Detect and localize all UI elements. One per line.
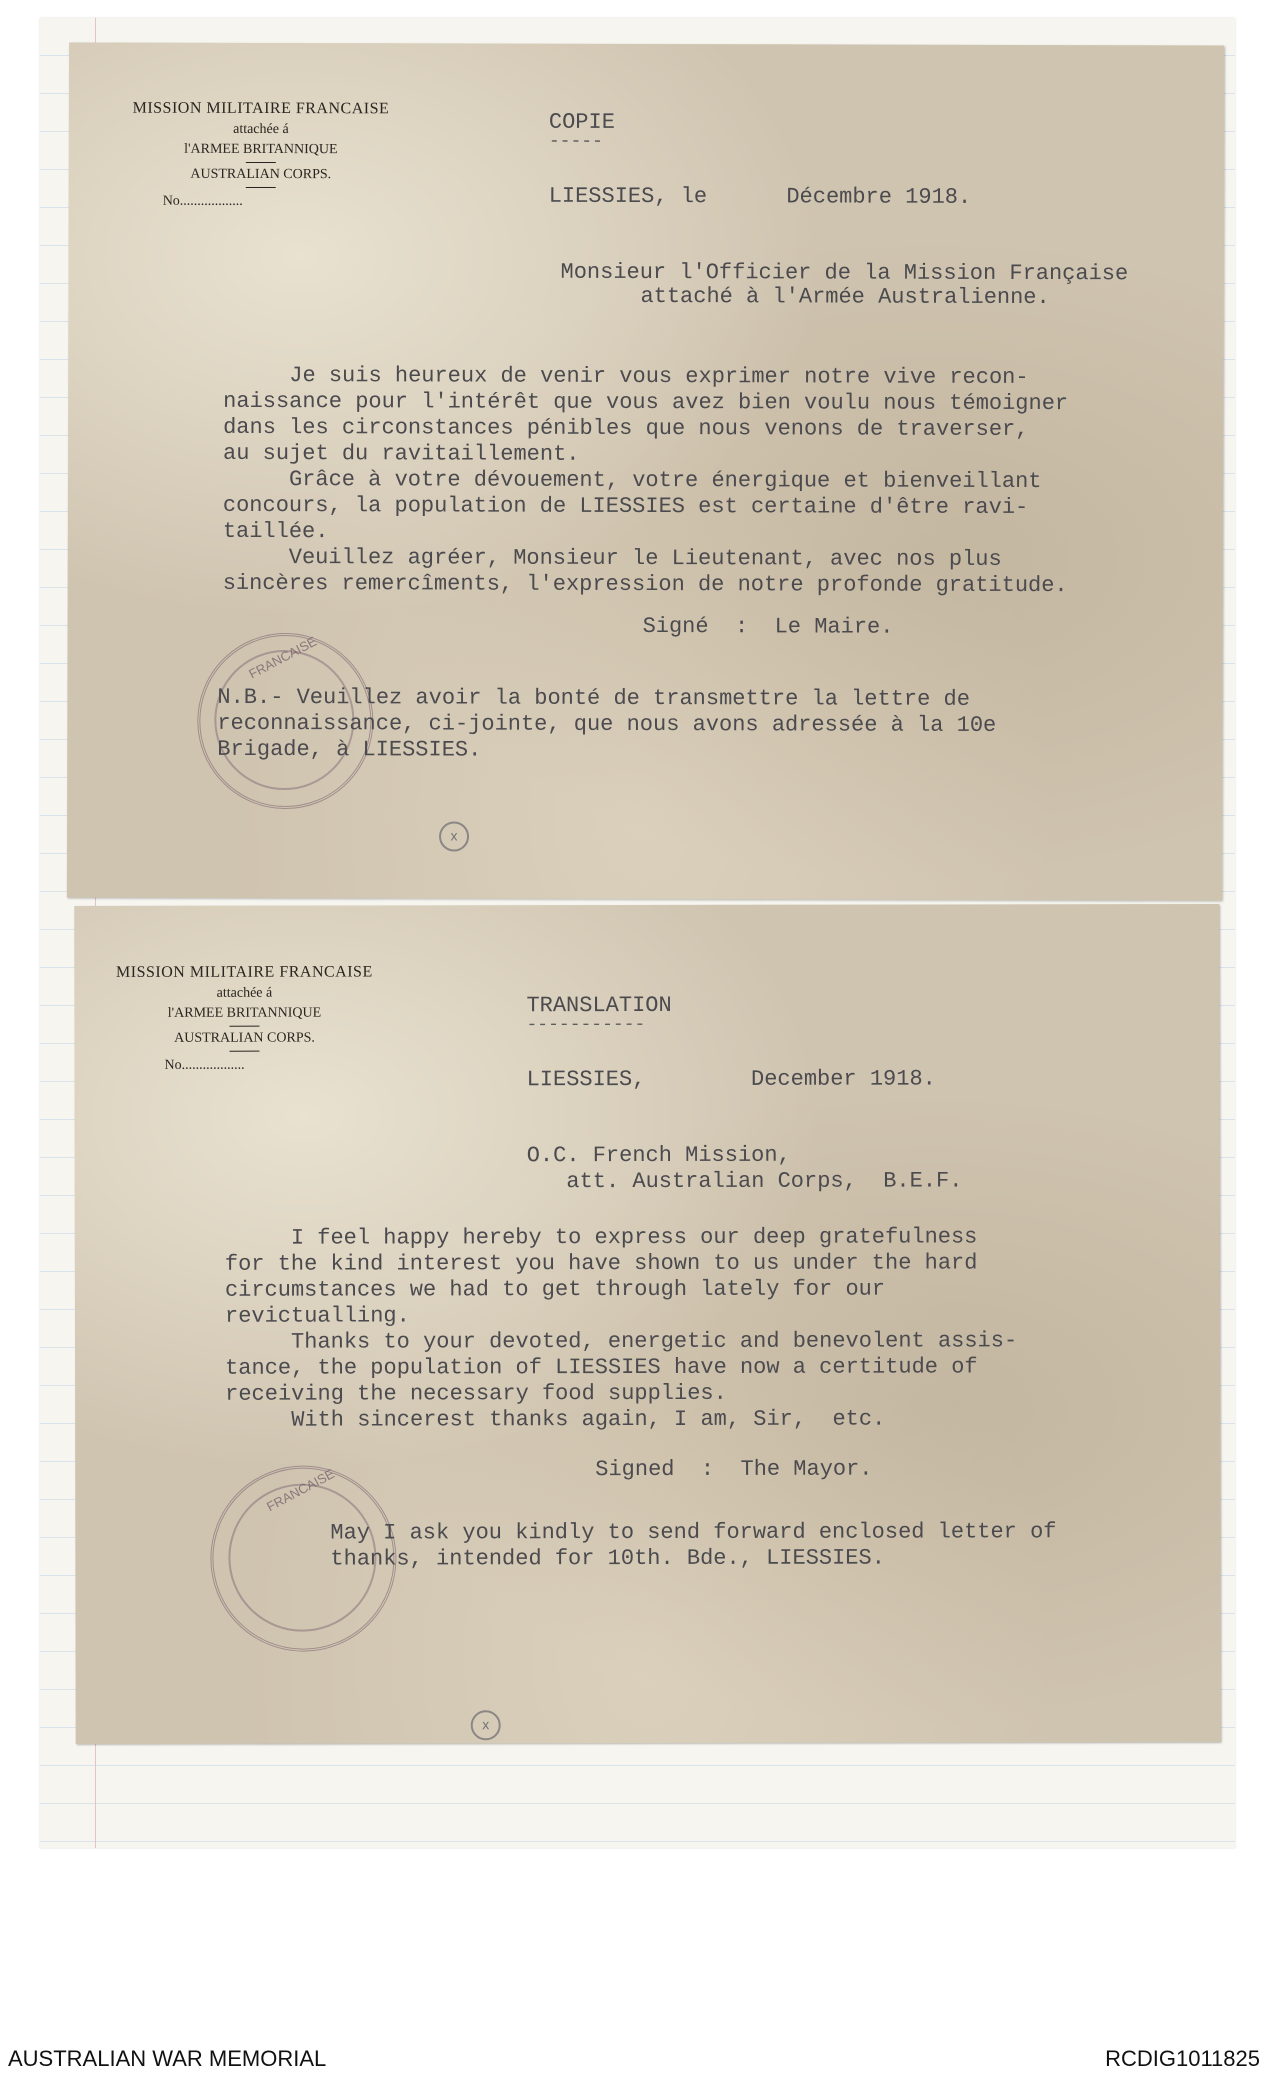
letterhead-line-2: l'ARMEE BRITANNIQUE: [184, 141, 338, 158]
body-line: With sincerest thanks again, I am, Sir, etc.: [225, 1406, 886, 1433]
heading: COPIE: [548, 109, 615, 135]
archive-mark: x: [471, 1710, 501, 1740]
body-line: sincères remercîments, l'expression de notre profonde gratitude.: [222, 570, 1068, 599]
postscript-line: reconnaissance, ci-jointe, que nous avons adressée à la 10e: [217, 710, 997, 738]
letterhead: [91, 100, 431, 211]
letterhead-rule: [230, 1051, 260, 1052]
postscript-line: Brigade, à LIESSIES.: [217, 736, 482, 763]
body-line: Je suis heureux de venir vous exprimer notre vive recon-: [223, 362, 1029, 391]
body-line: receiving the necessary food supplies.: [225, 1380, 727, 1407]
letterhead-rule: [246, 187, 276, 188]
postscript-line: N.B.- Veuillez avoir la bonté de transmettre la lettre de: [217, 684, 970, 712]
footer-record-id: RCDIG1011825: [1105, 2046, 1260, 2071]
letterhead-line-2: l'ARMEE BRITANNIQUE: [167, 1005, 322, 1021]
postscript-line: May I ask you kindly to send forward enclosed letter of: [330, 1519, 1057, 1546]
body-line: taillée.: [222, 518, 329, 545]
addressee-line-2: attaché à l'Armée Australienne.: [640, 283, 1050, 311]
place-date: LIESSIES, le Décembre 1918.: [548, 183, 972, 210]
body-line: tance, the population of LIESSIES have now a certitude of: [225, 1354, 978, 1381]
body-line: revictualling.: [224, 1303, 410, 1329]
signature: Signé : Le Maire.: [642, 613, 894, 640]
body-line: Thanks to your devoted, energetic and benevolent assis-: [225, 1328, 1018, 1355]
letterhead-title: MISSION MILITAIRE FRANCAISE: [116, 963, 373, 981]
body-line: circumstances we had to get through lately for our: [224, 1276, 886, 1303]
letterhead-line-1: attachée á: [216, 985, 273, 1001]
body-line: dans les circonstances pénibles que nous venons de traverser,: [223, 414, 1029, 443]
stamp-lettering: FRANCAISE: [246, 633, 320, 682]
stamp-lettering: FRANCAISE: [264, 1465, 337, 1515]
heading-underline: -----------: [526, 1015, 646, 1036]
addressee-line-1: O.C. French Mission,: [526, 1142, 791, 1169]
letterhead: [74, 963, 414, 1074]
body-line: Grâce à votre dévouement, votre énergique et bienveillant: [222, 466, 1042, 495]
body-line: for the kind interest you have shown to us under the hard: [224, 1250, 978, 1277]
place-date: LIESSIES, December 1918.: [526, 1066, 936, 1093]
letterhead-line-3: AUSTRALIAN CORPS.: [190, 166, 332, 183]
letterhead-rule: [246, 162, 276, 163]
letter-copy-french: [67, 42, 1224, 900]
letterhead-number: No..................: [162, 193, 243, 209]
letterhead-line-1: attachée á: [233, 121, 289, 138]
body-line: Veuillez agréer, Monsieur le Lieutenant, avec nos plus: [222, 544, 1002, 572]
letterhead-line-3: AUSTRALIAN CORPS.: [174, 1030, 315, 1046]
letterhead-number: No..................: [164, 1057, 245, 1073]
archive-mark: x: [439, 821, 469, 851]
signature: Signed : The Mayor.: [595, 1456, 873, 1483]
heading-underline: -----: [548, 131, 603, 152]
body-line: au sujet du ravitaillement.: [223, 440, 580, 467]
letterhead-rule: [229, 1026, 259, 1027]
addressee-line-2: att. Australian Corps, B.E.F.: [526, 1168, 963, 1195]
letter-translation-english: [74, 904, 1220, 1744]
addressee-line-1: Monsieur l'Officier de la Mission Française: [560, 259, 1129, 287]
body-line: naissance pour l'intérêt que vous avez bien voulu nous témoigner: [223, 388, 1069, 417]
body-line: I feel happy hereby to express our deep gratefulness: [224, 1224, 978, 1251]
footer-credit: AUSTRALIAN WAR MEMORIAL: [8, 2046, 327, 2071]
body-line: concours, la population de LIESSIES est certaine d'être ravi-: [222, 492, 1029, 521]
postscript-line: thanks, intended for 10th. Bde., LIESSIES.: [330, 1545, 885, 1572]
letterhead-title: MISSION MILITAIRE FRANCAISE: [132, 99, 390, 118]
heading: TRANSLATION: [526, 992, 672, 1019]
